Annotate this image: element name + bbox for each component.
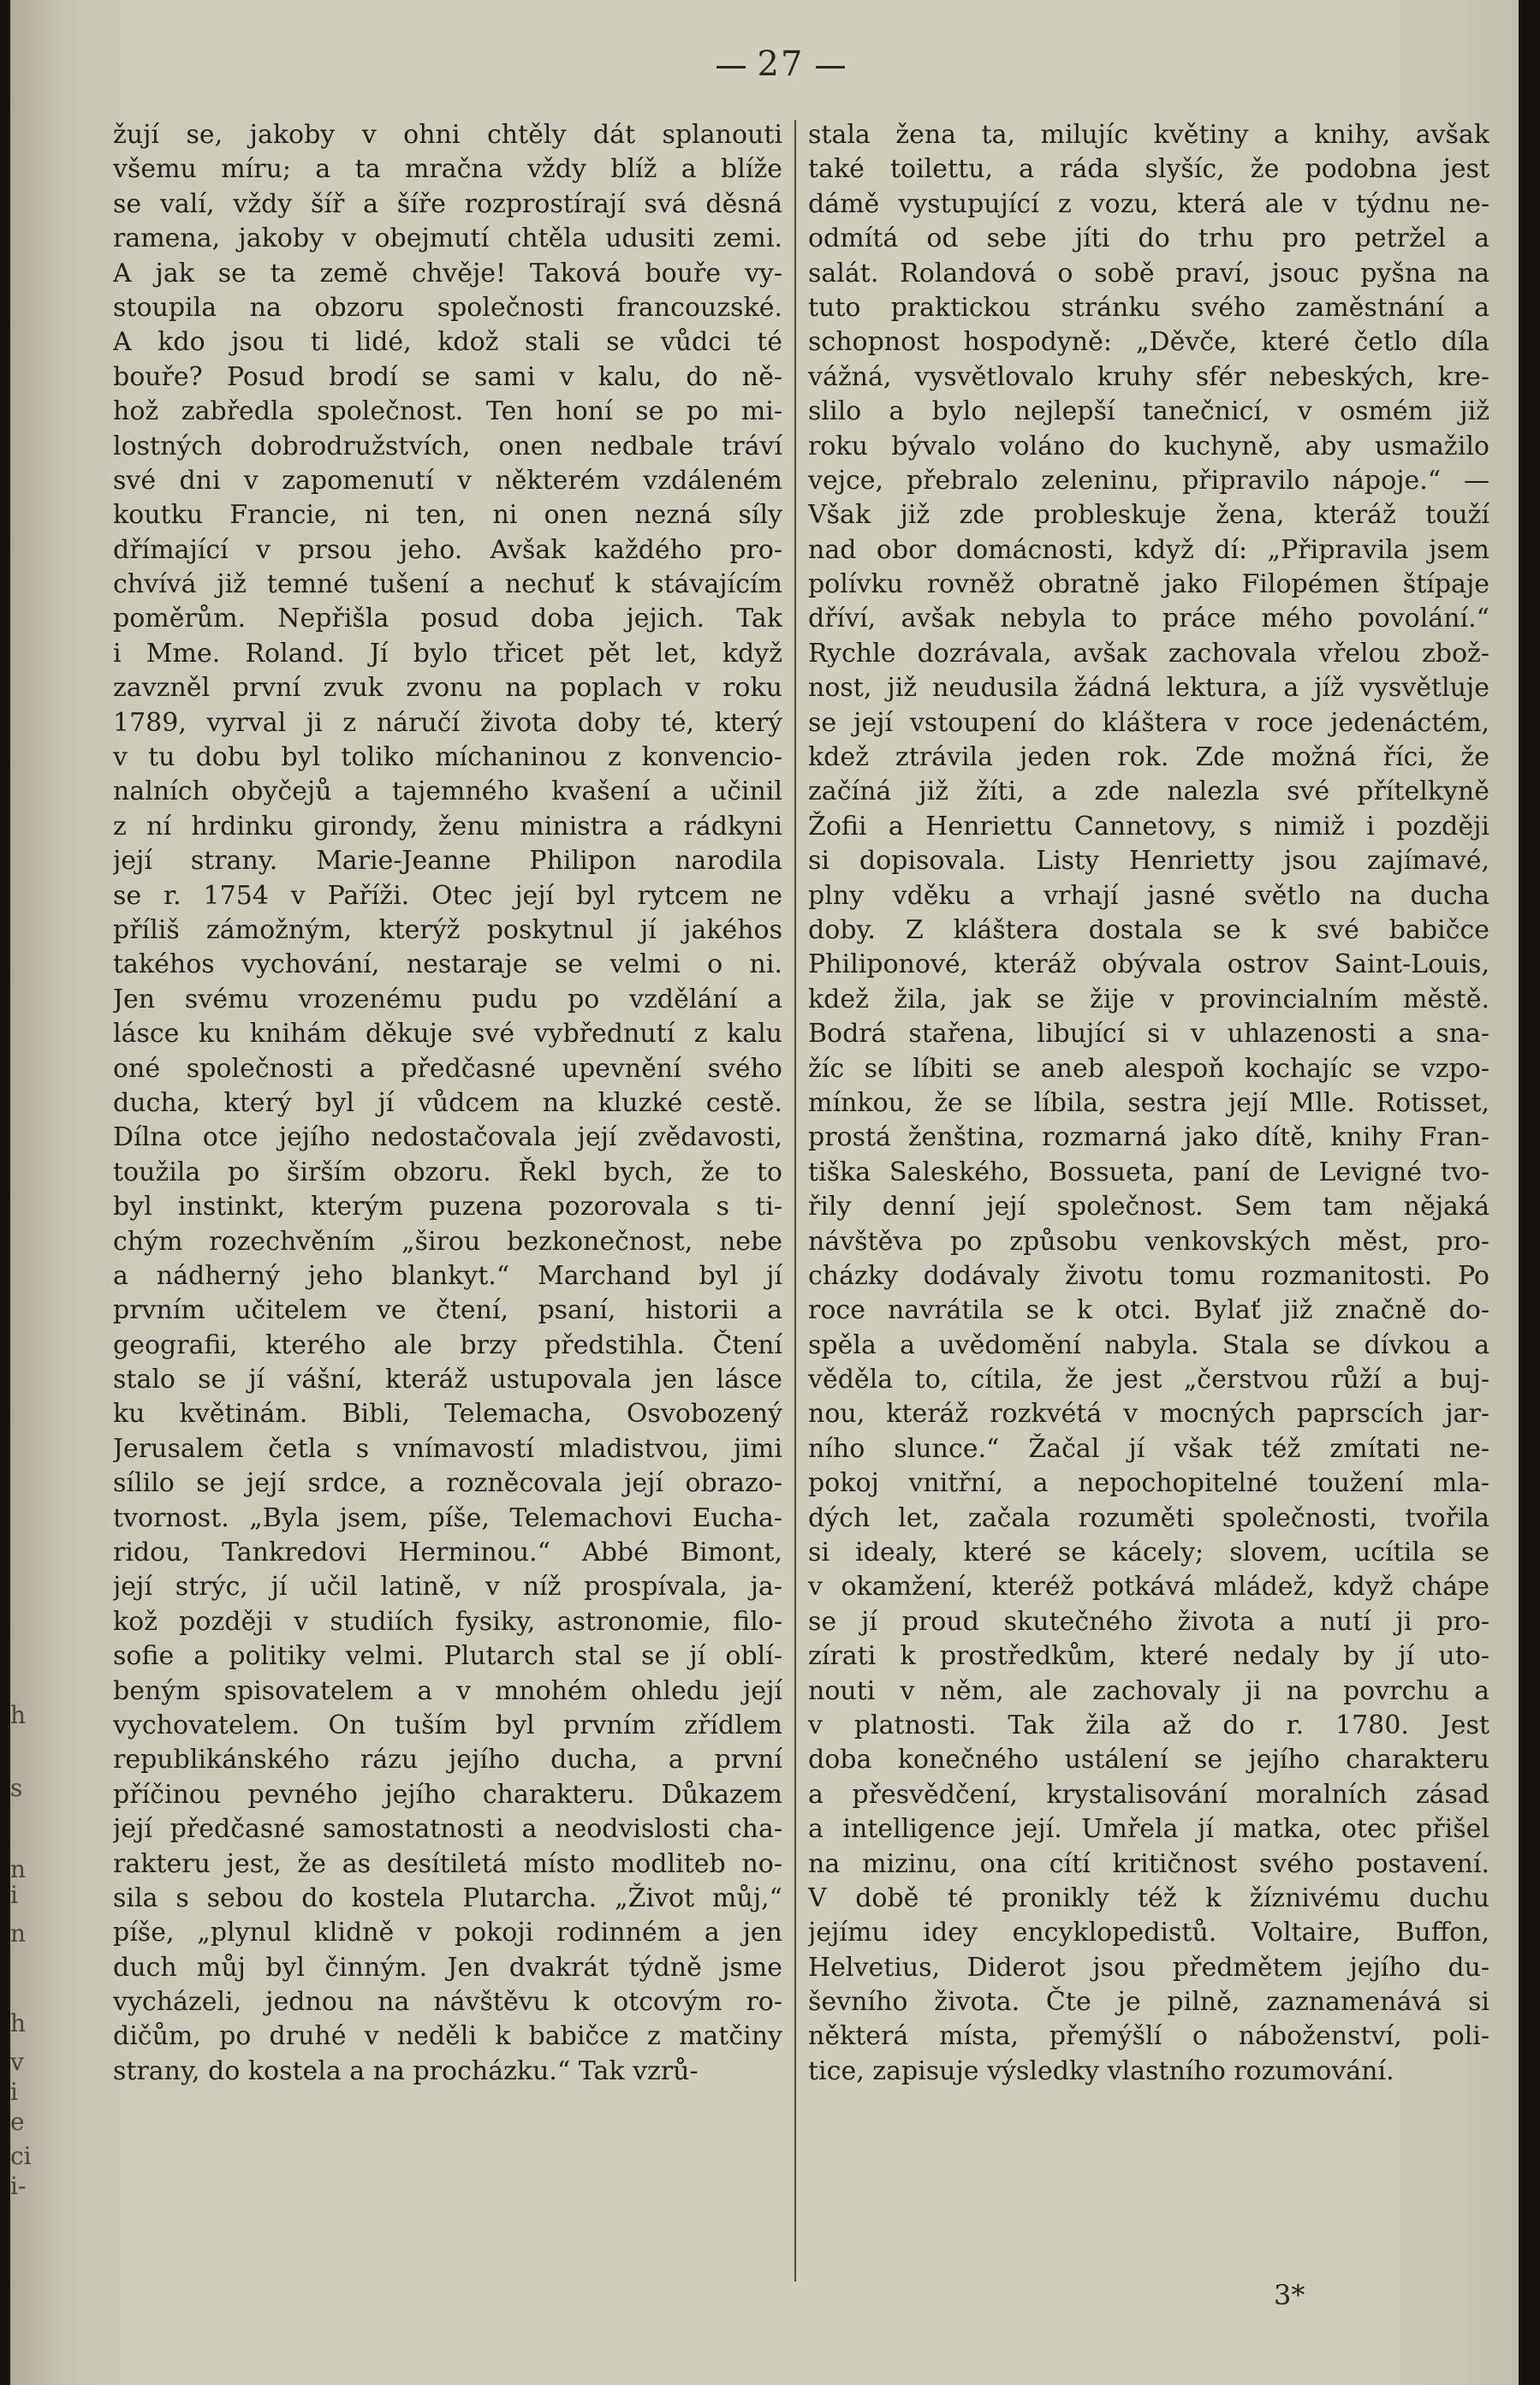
- text-line: Bodrá stařena, libující si v uhlazenosti a sna-: [808, 1019, 1489, 1050]
- text-line: píše, „plynul klidně v pokoji rodinném a jen: [113, 1918, 782, 1948]
- text-line: roku bývalo voláno do kuchyně, aby usmažilo: [808, 431, 1489, 461]
- text-line: žíc se líbiti se aneb alespoň kochajíc se vzpo-: [808, 1053, 1489, 1084]
- text-line: ducha, který byl jí vůdcem na kluzké cestě.: [113, 1087, 782, 1118]
- text-line: chým rozechvěním „širou bezkonečnost, nebe: [113, 1226, 782, 1257]
- text-line: schopnost hospodyně: „Děvče, které četlo díla: [808, 327, 1489, 358]
- text-line: plny vděku a vrhají jasné světlo na ducha: [808, 880, 1489, 911]
- text-line: kož později v studiích fysiky, astronomie, filo-: [113, 1606, 782, 1637]
- text-line: v okamžení, kteréž potkává mládež, když chápe: [808, 1572, 1489, 1603]
- text-line: odmítá od sebe jíti do trhu pro petržel a: [808, 223, 1489, 254]
- text-line: tice, zapisuje výsledky vlastního rozumování.: [808, 2055, 1394, 2086]
- text-line: A jak se ta země chvěje! Taková bouře vy-: [113, 258, 782, 288]
- dash-right: [816, 66, 845, 68]
- text-line: a přesvědčení, krystalisování moralních zásad: [808, 1779, 1489, 1810]
- text-line: se r. 1754 v Paříži. Otec její byl rytcem ne: [113, 880, 782, 911]
- text-line: tvornost. „Byla jsem, píše, Telemachovi Eucha-: [113, 1502, 782, 1533]
- text-line: Philiponové, kteráž obývala ostrov Saint-Louis,: [808, 949, 1489, 980]
- text-line: cházky dodávaly životu tomu rozmanitosti. Po: [808, 1260, 1489, 1291]
- text-line: kdež ztrávila jeden rok. Zde možná říci, že: [808, 742, 1489, 773]
- text-line: lásce ku knihám děkuje své vybřednutí z kalu: [113, 1019, 782, 1050]
- text-line: stalo se jí vášní, kteráž ustupovala jen lásce: [113, 1365, 782, 1395]
- text-line: rakteru jest, že as desítiletá místo modliteb no-: [113, 1848, 782, 1879]
- text-line: na mizinu, ona cítí kritičnost svého postavení.: [808, 1848, 1489, 1879]
- text-line: zavzněl první zvuk zvonu na poplach v roku: [113, 673, 782, 704]
- text-line: stala žena ta, milujíc květiny a knihy, avšak: [808, 120, 1489, 150]
- gutter-letter: i: [10, 2078, 18, 2106]
- text-line: si dopisovala. Listy Henrietty jsou zajímavé,: [808, 846, 1489, 877]
- text-line: se jí proud skutečného života a nutí ji pro-: [808, 1606, 1489, 1637]
- text-line: i Mme. Roland. Jí bylo třicet pět let, když: [113, 638, 782, 669]
- gutter-letter: ci: [10, 2142, 32, 2170]
- text-line: hož zabředla společnost. Ten honí se po mi-: [113, 396, 782, 427]
- text-line: se její vstoupení do kláštera v roce jedenáctém,: [808, 707, 1489, 738]
- text-line: v tu dobu byl toliko míchaninou z konvencio-: [113, 742, 782, 773]
- text-line: strany, do kostela a na procházku.“ Tak vzrů-: [113, 2055, 699, 2086]
- text-line: žují se, jakoby v ohni chtěly dát splanouti: [113, 120, 782, 150]
- text-line: sila s sebou do kostela Plutarcha. „Život můj,“: [113, 1882, 782, 1913]
- text-line: dříví, avšak nebyla to práce mého povolání.“: [808, 604, 1489, 634]
- text-line: roce navrátila se k otci. Bylať již značně do-: [808, 1295, 1489, 1326]
- text-line: tuto praktickou stránku svého zaměstnání a: [808, 292, 1489, 323]
- text-line: Dílna otce jejího nedostačovala její zvědavosti,: [113, 1122, 782, 1153]
- text-line: lostných dobrodružstvích, onen nedbale tráví: [113, 431, 782, 461]
- text-line: vycházeli, jednou na návštěvu k otcovým ro-: [113, 1987, 782, 2018]
- text-line: Však již zde probleskuje žena, kteráž touží: [808, 500, 1489, 531]
- text-line: doby. Z kláštera dostala se k své babičce: [808, 914, 1489, 945]
- text-line: vážná, vysvětlovalo kruhy sfér nebeských, kre-: [808, 361, 1489, 392]
- text-line: slilo a bylo nejlepší tanečnicí, v osmém již: [808, 396, 1489, 427]
- text-line: takéhos vychování, nestaraje se velmi o ni.: [113, 949, 782, 980]
- text-line: věděla to, cítila, že jest „čerstvou růží a buj-: [808, 1365, 1489, 1395]
- text-line: její strany. Marie-Jeanne Philipon narodila: [113, 846, 782, 877]
- text-line: kdež žila, jak se žije v provincialním městě.: [808, 984, 1489, 1014]
- text-line: republikánského rázu jejího ducha, a první: [113, 1745, 782, 1775]
- text-line: ku květinám. Bibli, Telemacha, Osvobozený: [113, 1399, 782, 1430]
- text-line: beným spisovatelem a v mnohém ohledu její: [113, 1675, 782, 1706]
- text-line: a intelligence její. Umřela jí matka, otec přišel: [808, 1814, 1489, 1845]
- page-number: [695, 45, 866, 84]
- text-line: jejímu idey encyklopedistů. Voltaire, Buffon,: [808, 1918, 1489, 1948]
- text-line: Jerusalem četla s vnímavostí mladistvou, jimi: [113, 1433, 782, 1464]
- text-line: ního slunce.“ Žačal jí však též zmítati ne-: [808, 1433, 1489, 1464]
- text-line: ševního života. Čte je pilně, zaznamenává si: [808, 1987, 1489, 2018]
- text-line: také toilettu, a ráda slyšíc, že podobna jest: [808, 154, 1489, 185]
- book-page: [10, 0, 1519, 2385]
- text-line: v platnosti. Tak žila až do r. 1780. Jest: [808, 1710, 1489, 1740]
- text-line: některá místa, přemýšlí o náboženství, poli-: [808, 2021, 1489, 2052]
- text-line: poměrům. Nepřišla posud doba jejich. Tak: [113, 604, 782, 634]
- text-line: a nádherný jeho blankyt.“ Marchand byl jí: [113, 1260, 782, 1291]
- text-line: prvním učitelem ve čtení, psaní, historii a: [113, 1295, 782, 1326]
- text-line: doba konečného ustálení se jejího charakteru: [808, 1745, 1489, 1775]
- text-line: své dni v zapomenutí v některém vzdáleném: [113, 465, 782, 496]
- text-line: vychovatelem. On tuším byl prvním zřídlem: [113, 1710, 782, 1740]
- text-line: dičům, po druhé v neděli k babičce z matčiny: [113, 2021, 782, 2052]
- text-line: mínkou, že se líbila, sestra její Mlle. Rotisset,: [808, 1087, 1489, 1118]
- text-line: Žofii a Henriettu Cannetovy, s nimiž i později: [808, 811, 1489, 842]
- right-text-column: [808, 118, 1489, 2089]
- gutter-letter: i-: [10, 2172, 27, 2200]
- text-line: duch můj byl činným. Jen dvakrát týdně jsme: [113, 1952, 782, 1983]
- column-divider-rule: [794, 120, 796, 2281]
- text-line: oné společnosti a předčasné upevnění svého: [113, 1053, 782, 1084]
- text-line: řily denní její společnost. Sem tam nějaká: [808, 1192, 1489, 1222]
- gutter-letter: h: [10, 2009, 27, 2037]
- gutter-letter: i: [10, 1881, 18, 1909]
- gutter-letter: n: [10, 1919, 27, 1948]
- left-text-column: [113, 118, 782, 2089]
- text-line: A kdo jsou ti lidé, kdož stali se vůdci té: [113, 327, 782, 358]
- text-line: prostá ženština, rozmarná jako dítě, knihy Fran-: [808, 1122, 1489, 1153]
- text-line: nou, kteráž rozkvétá v mocných paprscích jar-: [808, 1399, 1489, 1430]
- text-line: chvívá již temné tušení a nechuť k stávajícím: [113, 569, 782, 600]
- text-line: ramena, jakoby v obejmutí chtěla udusiti zemi.: [113, 223, 782, 254]
- text-line: polívku rovněž obratně jako Filopémen štípaje: [808, 569, 1489, 600]
- text-line: toužila po širším obzoru. Řekl bych, že to: [113, 1157, 782, 1187]
- text-line: Jen svému vrozenému pudu po vzdělání a: [113, 984, 782, 1014]
- text-line: dých let, začala rozuměti společnosti, tvořila: [808, 1502, 1489, 1533]
- gutter-letter: h: [10, 1701, 27, 1729]
- text-line: salát. Rolandová o sobě praví, jsouc pyšna na: [808, 258, 1489, 288]
- text-line: její strýc, jí učil latině, v níž prospívala, ja-: [113, 1572, 782, 1603]
- text-line: její předčasné samostatnosti a neodvislosti cha-: [113, 1814, 782, 1845]
- text-line: nad obor domácnosti, když dí: „Připravila jsem: [808, 534, 1489, 565]
- text-line: byl instinkt, kterým puzena pozorovala s ti-: [113, 1192, 782, 1222]
- text-line: se valí, vždy šíř a šíře rozprostírají svá děsná: [113, 188, 782, 219]
- text-line: sofie a politiky velmi. Plutarch stal se jí oblí-: [113, 1641, 782, 1672]
- text-line: Rychle dozrávala, avšak zachovala vřelou zbož-: [808, 638, 1489, 669]
- gutter-letter: s: [10, 1774, 23, 1802]
- text-line: dřímající v prsou jeho. Avšak každého pro-: [113, 534, 782, 565]
- text-line: vejce, přebralo zeleninu, připravilo nápoje.“ —: [808, 465, 1489, 496]
- text-line: z ní hrdinku girondy, ženu ministra a rádkyni: [113, 811, 782, 842]
- text-line: V době té pronikly též k žíznivému duchu: [808, 1882, 1489, 1913]
- text-line: sílilo se její srdce, a rozněcovala její obrazo-: [113, 1468, 782, 1499]
- text-line: pokoj vnitřní, a nepochopitelné toužení mla-: [808, 1468, 1489, 1499]
- text-line: nost, již neudusila žádná lektura, a jíž vysvětluje: [808, 673, 1489, 704]
- text-line: příliš zámožným, kterýž poskytnul jí jakéhos: [113, 914, 782, 945]
- text-line: tiška Saleského, Bossueta, paní de Levigné tvo-: [808, 1157, 1489, 1187]
- dash-left: [716, 66, 746, 68]
- signature-mark: 3*: [1274, 2279, 1305, 2311]
- text-line: Helvetius, Diderot jsou předmětem jejího du-: [808, 1952, 1489, 1983]
- text-line: 1789, vyrval ji z náručí života doby té, který: [113, 707, 782, 738]
- text-line: ridou, Tankredovi Herminou.“ Abbé Bimont,: [113, 1537, 782, 1568]
- text-line: příčinou pevného jejího charakteru. Důkazem: [113, 1779, 782, 1810]
- text-line: zírati k prostředkům, které nedaly by jí uto-: [808, 1641, 1489, 1672]
- gutter-letter: n: [10, 1855, 27, 1883]
- text-line: bouře? Posud brodí se sami v kalu, do ně-: [113, 361, 782, 392]
- gutter-letter: v: [10, 2048, 24, 2076]
- text-line: spěla a uvědomění nabyla. Stala se dívkou a: [808, 1329, 1489, 1360]
- text-line: geografii, kterého ale brzy předstihla. Čtení: [113, 1329, 782, 1360]
- text-line: nalních obyčejů a tajemného kvašení a učinil: [113, 776, 782, 807]
- text-line: si idealy, které se kácely; slovem, ucítila se: [808, 1537, 1489, 1568]
- text-line: dámě vystupující z vozu, která ale v týdnu ne-: [808, 188, 1489, 219]
- text-line: začíná již žíti, a zde nalezla své přítelkyně: [808, 776, 1489, 807]
- text-line: nouti v něm, ale zachovaly ji na povrchu a: [808, 1675, 1489, 1706]
- text-line: všemu míru; a ta mračna vždy blíž a blíže: [113, 154, 782, 185]
- text-line: koutku Francie, ni ten, ni onen nezná síly: [113, 500, 782, 531]
- text-line: stoupila na obzoru společnosti francouzské.: [113, 292, 782, 323]
- page-number-text: 27: [757, 45, 805, 84]
- gutter-letter: e: [10, 2108, 25, 2136]
- text-line: návštěva po způsobu venkovských měst, pro-: [808, 1226, 1489, 1257]
